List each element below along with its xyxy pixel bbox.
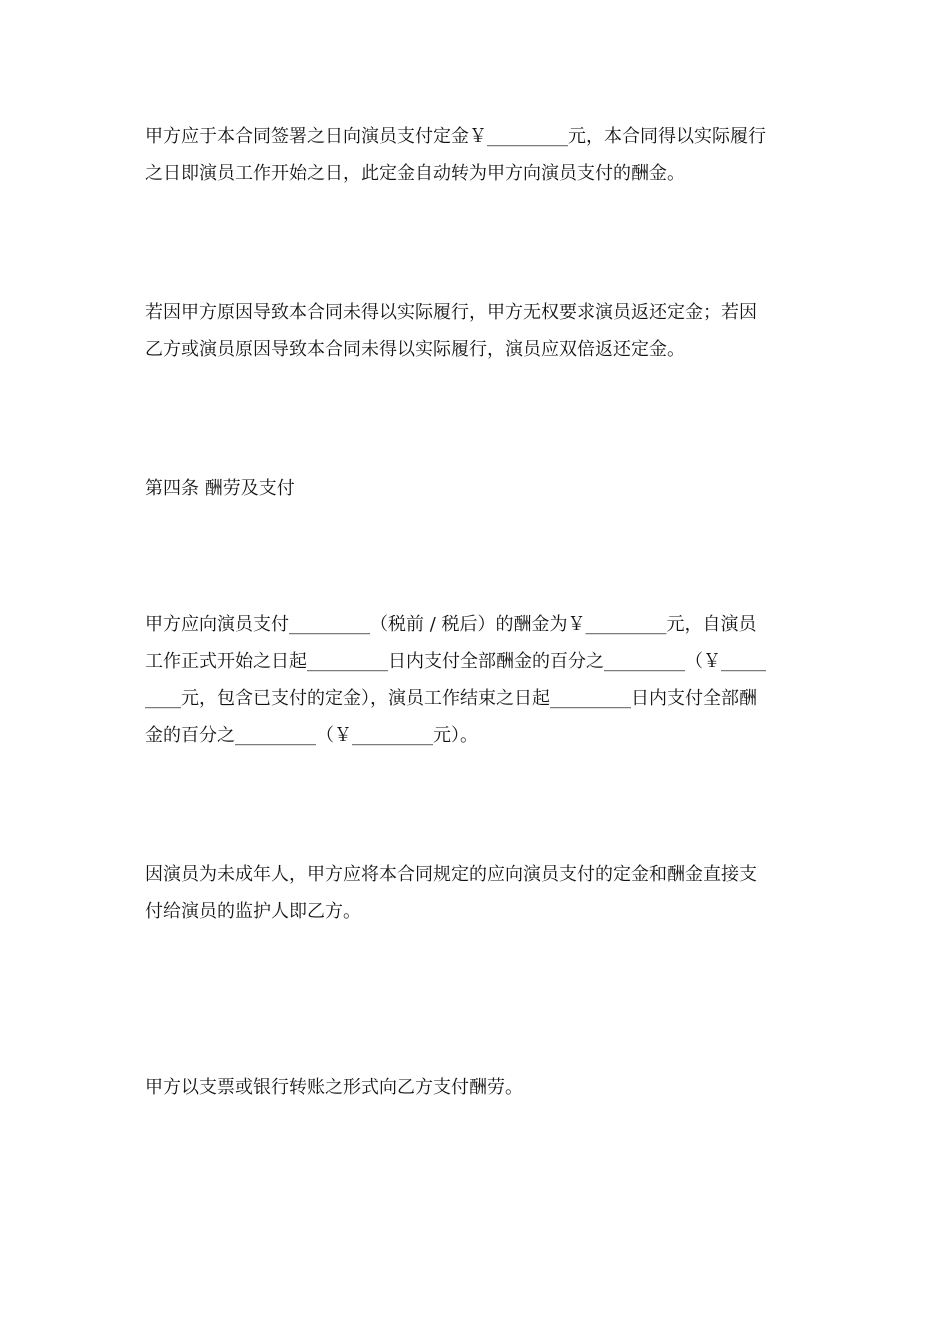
- text-line: 因演员为未成年人，甲方应将本合同规定的应向演员支付的定金和酬金直接支: [145, 864, 757, 885]
- text-line: 金的百分之_________（￥_________元）。: [145, 725, 478, 746]
- text-line: 付给演员的监护人即乙方。: [145, 901, 361, 922]
- text-line: 乙方或演员原因导致本合同未得以实际履行，演员应双倍返还定金。: [145, 339, 685, 360]
- text-line: 甲方应于本合同签署之日向演员支付定金￥_________元，本合同得以实际履行: [145, 126, 766, 147]
- heading-text: 第四条 酬劳及支付: [145, 478, 295, 499]
- paragraph-deposit-payment: [145, 118, 807, 192]
- section-heading-article-4: [145, 470, 807, 507]
- paragraph-minor-guardian: [145, 856, 807, 930]
- paragraph-deposit-return: [145, 294, 807, 368]
- paragraph-payment-method: [145, 1069, 807, 1106]
- text-line: 若因甲方原因导致本合同未得以实际履行，甲方无权要求演员返还定金；若因: [145, 302, 757, 323]
- text-line: ____元，包含已支付的定金），演员工作结束之日起_________日内支付全部酬: [145, 688, 757, 709]
- text-line: 工作正式开始之日起_________日内支付全部酬金的百分之_________（￥_____: [145, 651, 766, 672]
- text-line: 甲方应向演员支付_________（税前 / 税后）的酬金为￥_________元，自演员: [145, 614, 757, 635]
- text-line: 之日即演员工作开始之日，此定金自动转为甲方向演员支付的酬金。: [145, 163, 685, 184]
- text-line: 甲方以支票或银行转账之形式向乙方支付酬劳。: [145, 1077, 523, 1098]
- paragraph-remuneration-terms: [145, 606, 807, 754]
